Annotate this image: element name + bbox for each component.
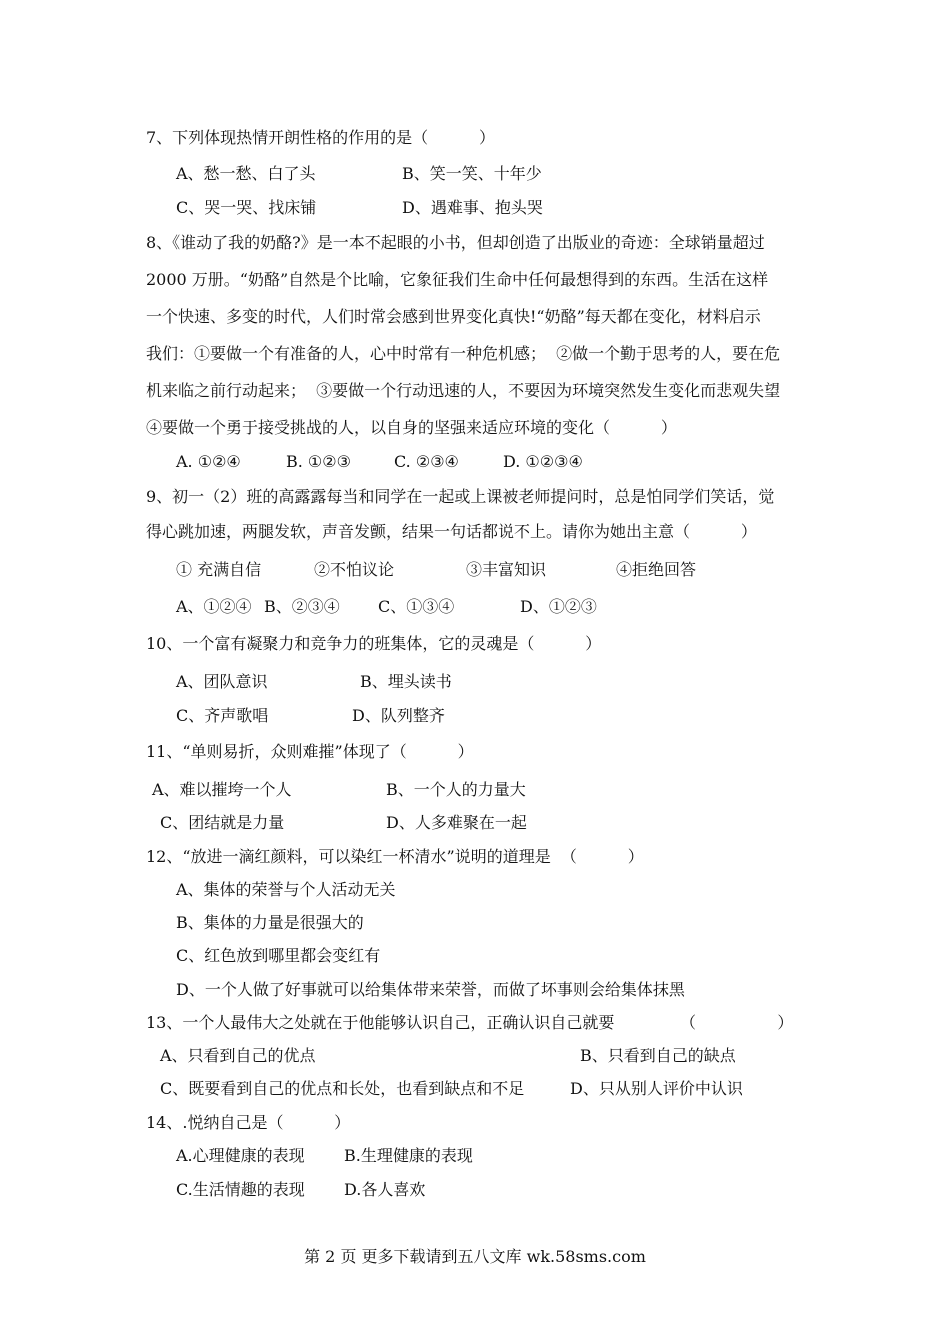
q14-option-d: D.各人喜欢	[344, 1180, 426, 1199]
q9-line-1: 9、初一（2）班的高露露每当和同学在一起或上课被老师提问时，总是怕同学们笑话，觉	[146, 487, 775, 506]
q11-stem: 11、“单则易折，众则难摧”体现了（ ）	[146, 742, 474, 761]
q8-line-4: 我们：①要做一个有准备的人，心中时常有一种危机感； ②做一个勤于思考的人，要在危	[146, 344, 781, 363]
q14-stem: 14、.悦纳自己是（ ）	[146, 1113, 351, 1132]
q12-option-a: A、集体的荣誉与个人活动无关	[176, 880, 396, 899]
q8-line-1: 8、《谁动了我的奶酪?》是一本不起眼的小书，但却创造了出版业的奇迹：全球销量超过	[146, 233, 765, 252]
q7-option-a: A、愁一愁、白了头	[176, 164, 316, 183]
q9-choice-4: ④拒绝回答	[616, 560, 697, 579]
q13-option-d: D、只从别人评价中认识	[570, 1079, 743, 1098]
q8-option-b: B. ①②③	[286, 452, 351, 471]
q14-option-a: A.心理健康的表现	[176, 1146, 305, 1165]
q9-option-c: C、①③④	[378, 597, 455, 616]
q11-option-a: A、难以摧垮一个人	[152, 780, 292, 799]
q13-paren: （ ）	[680, 1013, 794, 1032]
q7-stem: 7、下列体现热情开朗性格的作用的是（ ）	[146, 128, 496, 147]
q11-option-b: B、一个人的力量大	[386, 780, 526, 799]
q8-option-d: D. ①②③④	[503, 452, 583, 471]
q12-stem: 12、“放进一滴红颜料，可以染红一杯清水”说明的道理是 （ ）	[146, 847, 644, 866]
q12-option-c: C、红色放到哪里都会变红有	[176, 946, 381, 965]
q8-line-6: ④要做一个勇于接受挑战的人，以自身的坚强来适应环境的变化（ ）	[146, 418, 677, 437]
q8-option-c: C. ②③④	[394, 452, 459, 471]
q11-option-d: D、人多难聚在一起	[386, 813, 527, 832]
q13-stem: 13、一个人最伟大之处就在于他能够认识自己，正确认识自己就要	[146, 1013, 615, 1032]
q9-choice-2: ②不怕议论	[314, 560, 395, 579]
q8-line-2: 2000 万册。“奶酪”自然是个比喻，它象征我们生命中任何最想得到的东西。生活在这样	[146, 270, 769, 289]
q10-option-b: B、埋头读书	[360, 672, 452, 691]
q8-line-5: 机来临之前行动起来； ③要做一个行动迅速的人，不要因为环境突然发生变化而悲观失望	[146, 381, 781, 400]
q13-option-b: B、只看到自己的缺点	[580, 1046, 736, 1065]
q12-option-b: B、集体的力量是很强大的	[176, 913, 364, 932]
q7-option-b: B、笑一笑、十年少	[402, 164, 542, 183]
q9-line-2: 得心跳加速，两腿发软，声音发颤，结果一句话都说不上。请你为她出主意（ ）	[146, 522, 757, 541]
q8-option-a: A. ①②④	[176, 452, 241, 471]
q11-option-c: C、团结就是力量	[160, 813, 285, 832]
q13-option-c: C、既要看到自己的优点和长处，也看到缺点和不足	[160, 1079, 525, 1098]
q14-option-b: B.生理健康的表现	[344, 1146, 473, 1165]
q10-stem: 10、一个富有凝聚力和竞争力的班集体，它的灵魂是（ ）	[146, 634, 602, 653]
q10-option-d: D、队列整齐	[352, 706, 445, 725]
q9-option-a: A、①②④	[176, 597, 252, 616]
q10-option-a: A、团队意识	[176, 672, 268, 691]
q9-choice-1: ① 充满自信	[176, 560, 262, 579]
q7-option-d: D、遇难事、抱头哭	[402, 198, 543, 217]
q9-choice-3: ③丰富知识	[466, 560, 547, 579]
q9-option-d: D、①②③	[520, 597, 597, 616]
q12-option-d: D、一个人做了好事就可以给集体带来荣誉，而做了坏事则会给集体抹黑	[176, 980, 685, 999]
q7-option-c: C、哭一哭、找床铺	[176, 198, 317, 217]
q13-option-a: A、只看到自己的优点	[160, 1046, 316, 1065]
q14-option-c: C.生活情趣的表现	[176, 1180, 305, 1199]
page-footer: 第 2 页 更多下载请到五八文库 wk.58sms.com	[304, 1247, 646, 1266]
q8-line-3: 一个快速、多变的时代，人们时常会感到世界变化真快!“奶酪”每天都在变化，材料启示	[146, 307, 761, 326]
q9-option-b: B、②③④	[264, 597, 340, 616]
q10-option-c: C、齐声歌唱	[176, 706, 269, 725]
